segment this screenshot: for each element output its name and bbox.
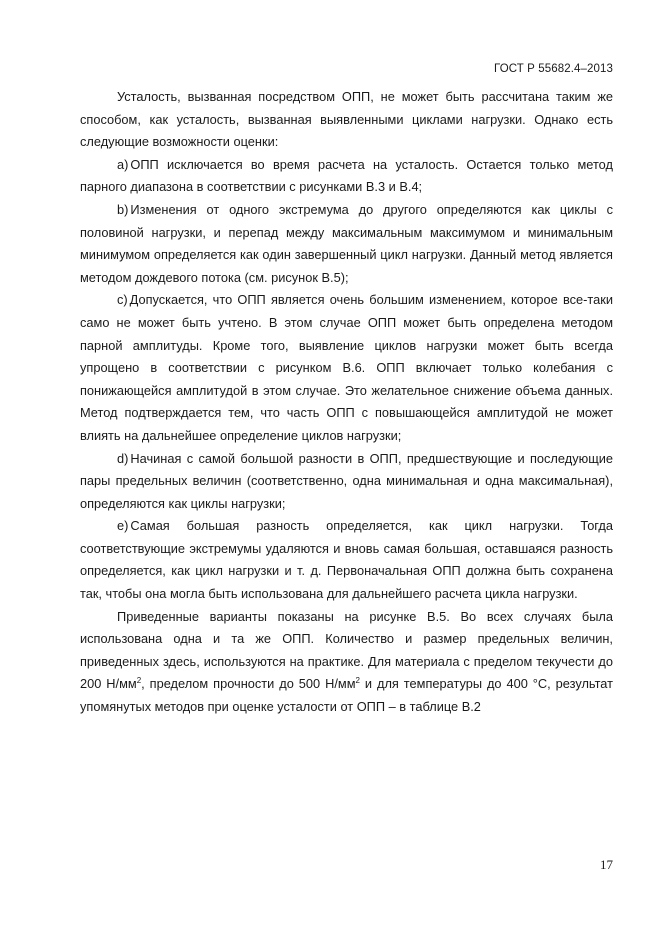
superscript-2: 2	[355, 676, 360, 686]
list-marker: a)	[117, 156, 129, 172]
list-text: Изменения от одного экстремума до другого определяются как циклы с половиной нагрузки, и перепад между максимальным максимумом и минимальным минимумом определяется как один завершенный цикл нагрузки. Данный метод является методом дождевого потока (см. рисунок В.5);	[80, 201, 613, 285]
conclusion-text-1: Приведенные варианты показаны на рисунке В.5. Во всех случаях была использована одна и та же ОПП. Количество и размер предельных величин, приведенных здесь, используются на практике. Для материала с пределом текучести до 200 Н/мм	[80, 608, 613, 692]
conclusion-paragraph	[80, 606, 613, 719]
intro-paragraph: Усталость, вызванная посредством ОПП, не может быть рассчитана таким же способом, как усталость, вызванная выявленными циклами нагрузки. Однако есть следующие возможности оценки:	[80, 89, 613, 150]
page-number: 17	[600, 857, 613, 872]
document-body	[80, 86, 613, 719]
document-header: ГОСТ Р 55682.4–2013	[494, 63, 613, 75]
list-marker: e)	[117, 518, 129, 534]
list-marker: d)	[117, 450, 129, 466]
list-marker: c)	[117, 292, 128, 308]
list-marker: b)	[117, 201, 129, 217]
list-item-d	[80, 448, 613, 516]
list-item-c	[80, 289, 613, 447]
list-item-e	[80, 515, 613, 605]
list-text: Начиная с самой большой разности в ОПП, предшествующие и последующие пары предельных величин (соответственно, одна минимальная и одна максимальная), определяются как циклы нагрузки;	[80, 450, 613, 511]
list-text: Допускается, что ОПП является очень большим изменением, которое все-таки само не может быть учтено. В этом случае ОПП может быть определена методом парной амплитуды. Кроме того, выявление циклов нагрузки может быть всегда упрощено в соответствии с рисунком В.6. ОПП включает только колебания с понижающейся амплитудой в этом случае. Это желательное снижение объема данных. Метод подтверждается тем, что часть ОПП с повышающейся амплитудой не может влиять на дальнейшее определение циклов нагрузки;	[80, 292, 613, 443]
conclusion-text-3: и для температуры до 400 °С, результат упомянутых методов при оценке усталости от ОПП – в таблице В.2	[80, 676, 614, 715]
list-item-a	[80, 154, 613, 199]
list-text: Самая большая разность определяется, как цикл нагрузки. Тогда соответствующие экстремумы удаляются и вновь самая большая, оставшаяся разность определяется, как цикл нагрузки и т. д. Первоначальная ОПП должна быть сохранена так, чтобы она могла быть использована для дальнейшего расчета цикла нагрузки.	[80, 518, 613, 602]
conclusion-text-2: , пределом прочности до 500 Н/мм	[141, 676, 356, 692]
list-text: ОПП исключается во время расчета на усталость. Остается только метод парного диапазона в соответствии с рисунками В.3 и В.4;	[80, 156, 613, 195]
list-item-b	[80, 199, 613, 289]
superscript-2: 2	[136, 676, 142, 686]
